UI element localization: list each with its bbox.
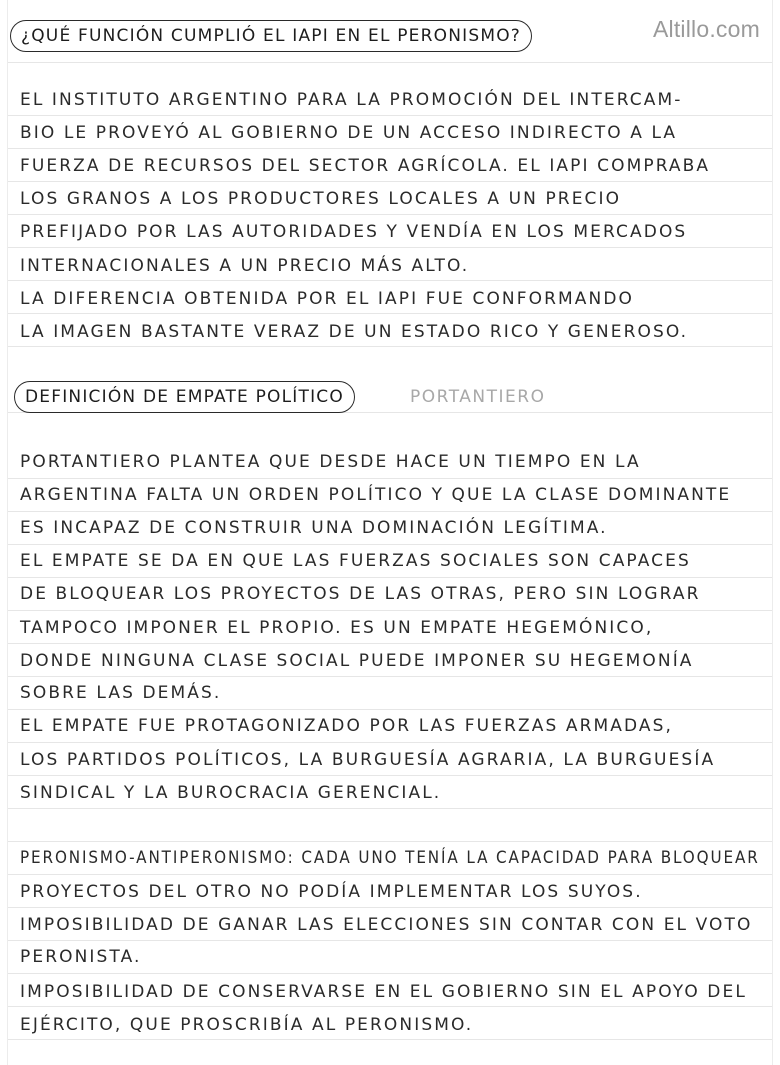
s1-line-3: FUERZA DE RECURSOS DEL SECTOR AGRÍCOLA. EL IAPI COMPRABA bbox=[20, 156, 711, 176]
section1-heading-cloud bbox=[10, 20, 532, 52]
s1-line-5: PREFIJADO POR LAS AUTORIDADES Y VENDÍA EN LOS MERCADOS bbox=[20, 222, 688, 242]
section2-author-note: PORTANTIERO bbox=[410, 387, 546, 407]
s3-line-5: IMPOSIBILIDAD DE CONSERVARSE EN EL GOBIERNO SIN EL APOYO DEL bbox=[20, 982, 747, 1002]
s2-line-10: LOS PARTIDOS POLÍTICOS, LA BURGUESÍA AGRARIA, LA BURGUESÍA bbox=[20, 750, 716, 770]
left-margin-line bbox=[7, 0, 8, 1065]
s3-line-4: PERONISTA. bbox=[20, 947, 142, 967]
s3-line-1: PERONISMO-ANTIPERONISMO: CADA UNO TENÍA LA CAPACIDAD PARA BLOQUEAR bbox=[20, 848, 760, 868]
section1-heading: ¿QUÉ FUNCIÓN CUMPLIÓ EL IAPI EN EL PERONISMO? bbox=[21, 26, 522, 46]
s2-line-1: PORTANTIERO PLANTEA QUE DESDE HACE UN TIEMPO EN LA bbox=[20, 452, 641, 472]
s1-line-2: BIO LE PROVEYÓ AL GOBIERNO DE UN ACCESO INDIRECTO A LA bbox=[20, 123, 678, 143]
s2-line-3: ES INCAPAZ DE CONSTRUIR UNA DOMINACIÓN LEGÍTIMA. bbox=[20, 518, 608, 538]
section2-heading: DEFINICIÓN DE EMPATE POLÍTICO bbox=[25, 387, 344, 407]
s1-line-1: EL INSTITUTO ARGENTINO PARA LA PROMOCIÓN DEL INTERCAM- bbox=[20, 90, 683, 110]
s3-line-3: IMPOSIBILIDAD DE GANAR LAS ELECCIONES SIN CONTAR CON EL VOTO bbox=[20, 915, 753, 935]
s3-line-6: EJÉRCITO, QUE PROSCRIBÍA AL PERONISMO. bbox=[20, 1015, 474, 1035]
s1-line-4: LOS GRANOS A LOS PRODUCTORES LOCALES A UN PRECIO bbox=[20, 189, 622, 209]
s2-line-4: EL EMPATE SE DA EN QUE LAS FUERZAS SOCIALES SON CAPACES bbox=[20, 551, 691, 571]
s2-line-9: EL EMPATE FUE PROTAGONIZADO POR LAS FUERZAS ARMADAS, bbox=[20, 716, 674, 736]
s2-line-8: SOBRE LAS DEMÁS. bbox=[20, 683, 222, 703]
s3-line-2: PROYECTOS DEL OTRO NO PODÍA IMPLEMENTAR LOS SUYOS. bbox=[20, 882, 643, 902]
s1-line-8: LA IMAGEN BASTANTE VERAZ DE UN ESTADO RICO Y GENEROSO. bbox=[20, 322, 689, 342]
s2-line-5: DE BLOQUEAR LOS PROYECTOS DE LAS OTRAS, PERO SIN LOGRAR bbox=[20, 584, 701, 604]
s2-line-11: SINDICAL Y LA BUROCRACIA GERENCIAL. bbox=[20, 783, 442, 803]
right-margin-line bbox=[772, 0, 773, 1065]
s2-line-2: ARGENTINA FALTA UN ORDEN POLÍTICO Y QUE LA CLASE DOMINANTE bbox=[20, 485, 732, 505]
s1-line-7: LA DIFERENCIA OBTENIDA POR EL IAPI FUE CONFORMANDO bbox=[20, 289, 634, 309]
s1-line-6: INTERNACIONALES A UN PRECIO MÁS ALTO. bbox=[20, 256, 470, 276]
section2-heading-cloud bbox=[14, 381, 355, 413]
s2-line-7: DONDE NINGUNA CLASE SOCIAL PUEDE IMPONER SU HEGEMONÍA bbox=[20, 651, 694, 671]
altillo-watermark: Altillo.com bbox=[652, 16, 760, 42]
s2-line-6: TAMPOCO IMPONER EL PROPIO. ES UN EMPATE HEGEMÓNICO, bbox=[20, 618, 654, 638]
